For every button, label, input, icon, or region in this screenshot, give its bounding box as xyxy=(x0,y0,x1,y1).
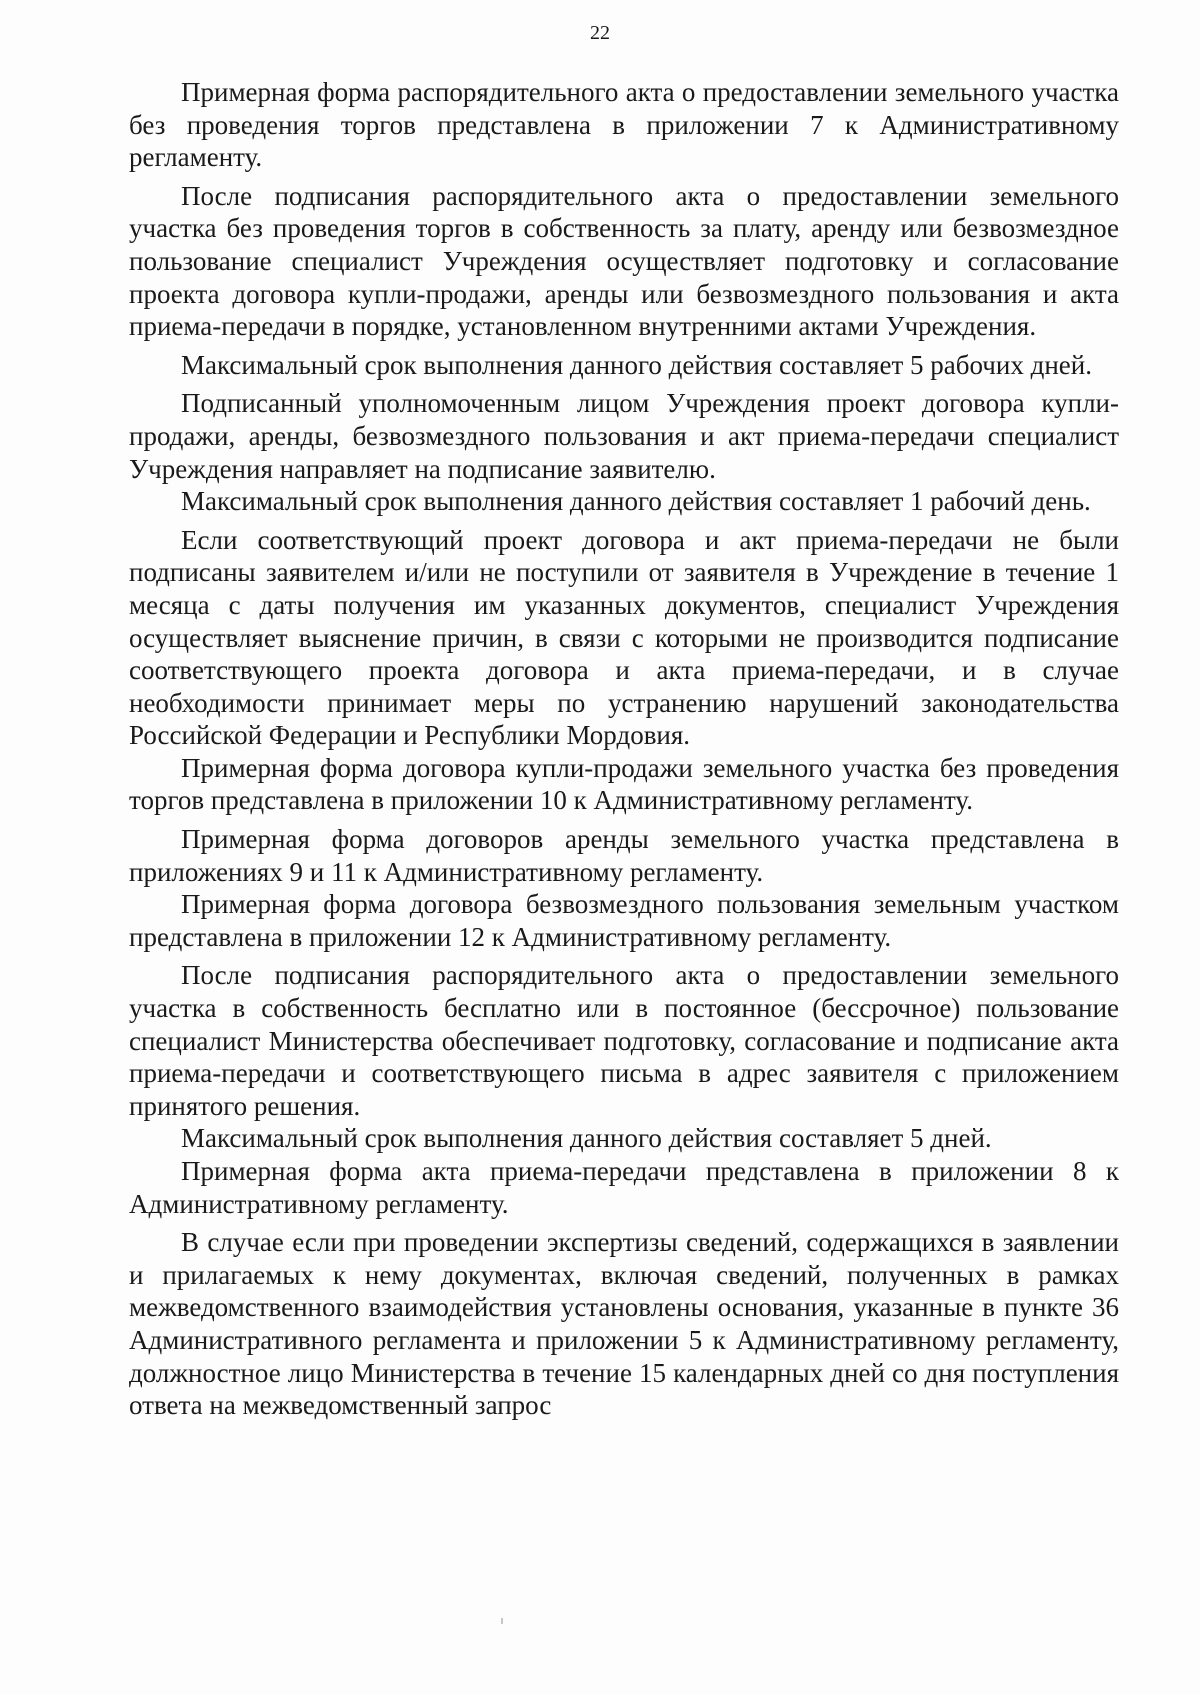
document-body xyxy=(129,76,1119,1422)
paragraph: Примерная форма договора купли-продажи земельного участка без проведения торгов представлена в приложении 10 к Административному регламенту. xyxy=(129,752,1119,816)
paragraph: Максимальный срок выполнения данного действия составляет 5 рабочих дней. xyxy=(181,349,1092,380)
paragraph: Подписанный уполномоченным лицом Учреждения проект договора купли-продажи, аренды, безвозмездного пользования и акт приема-передачи специалист Учреждения направляет на подписание заявителю. xyxy=(129,388,1119,484)
scan-speck xyxy=(501,1618,503,1624)
paragraph: Максимальный срок выполнения данного действия составляет 5 дней. xyxy=(181,1123,992,1154)
paragraph: После подписания распорядительного акта о предоставлении земельного участка в собственность бесплатно или в постоянное (бессрочное) пользование специалист Министерства обеспечивает подготовку, согласование и подписание акта приема-передачи и соответствующего письма в адрес заявителя с приложением принятого решения. xyxy=(129,960,1119,1121)
paragraph: Примерная форма распорядительного акта о предоставлении земельного участка без проведения торгов представлена в приложении 7 к Административному регламенту. xyxy=(129,77,1119,173)
paragraph: Примерная форма акта приема-передачи представлена в приложении 8 к Административному регламенту. xyxy=(129,1156,1119,1219)
paragraph: Примерная форма договоров аренды земельного участка представлена в приложениях 9 и 11 к Административному регламенту. xyxy=(129,824,1119,887)
paragraph: Примерная форма договора безвозмездного пользования земельным участком представлена в приложении 12 к Административному регламенту. xyxy=(129,889,1119,952)
paragraph: Если соответствующий проект договора и акт приема-передачи не были подписаны заявителем и/или не поступили от заявителя в Учреждение в течение 1 месяца с даты получения им указанных документов, специалист Учреждения осуществляет выяснение причин, в связи с которыми не производится подписание соответствующего проекта договора и акта приема-передачи, и в случае необходимости принимает меры по устранению нарушений законодательства Российской Федерации и Республики Мордовия. xyxy=(129,524,1119,751)
page-number: 22 xyxy=(590,22,610,44)
paragraph: Максимальный срок выполнения данного действия составляет 1 рабочий день. xyxy=(181,486,1091,517)
paragraph: В случае если при проведении экспертизы сведений, содержащихся в заявлении и прилагаемых к нему документах, включая сведений, полученных в рамках межведомственного взаимодействия установлены основания, указанные в пункте 36 Административного регламента и приложении 5 к Административному регламенту, должностное лицо Министерства в течение 15 календарных дней со дня поступления ответа на межведомственный запрос xyxy=(129,1227,1119,1421)
paragraph: После подписания распорядительного акта о предоставлении земельного участка без проведения торгов в собственность за плату, аренду или безвозмездное пользование специалист Учреждения осуществляет подготовку и согласование проекта договора купли-продажи, аренды или безвозмездного пользования и акта приема-передачи в порядке, установленном внутренними актами Учреждения. xyxy=(129,180,1119,342)
